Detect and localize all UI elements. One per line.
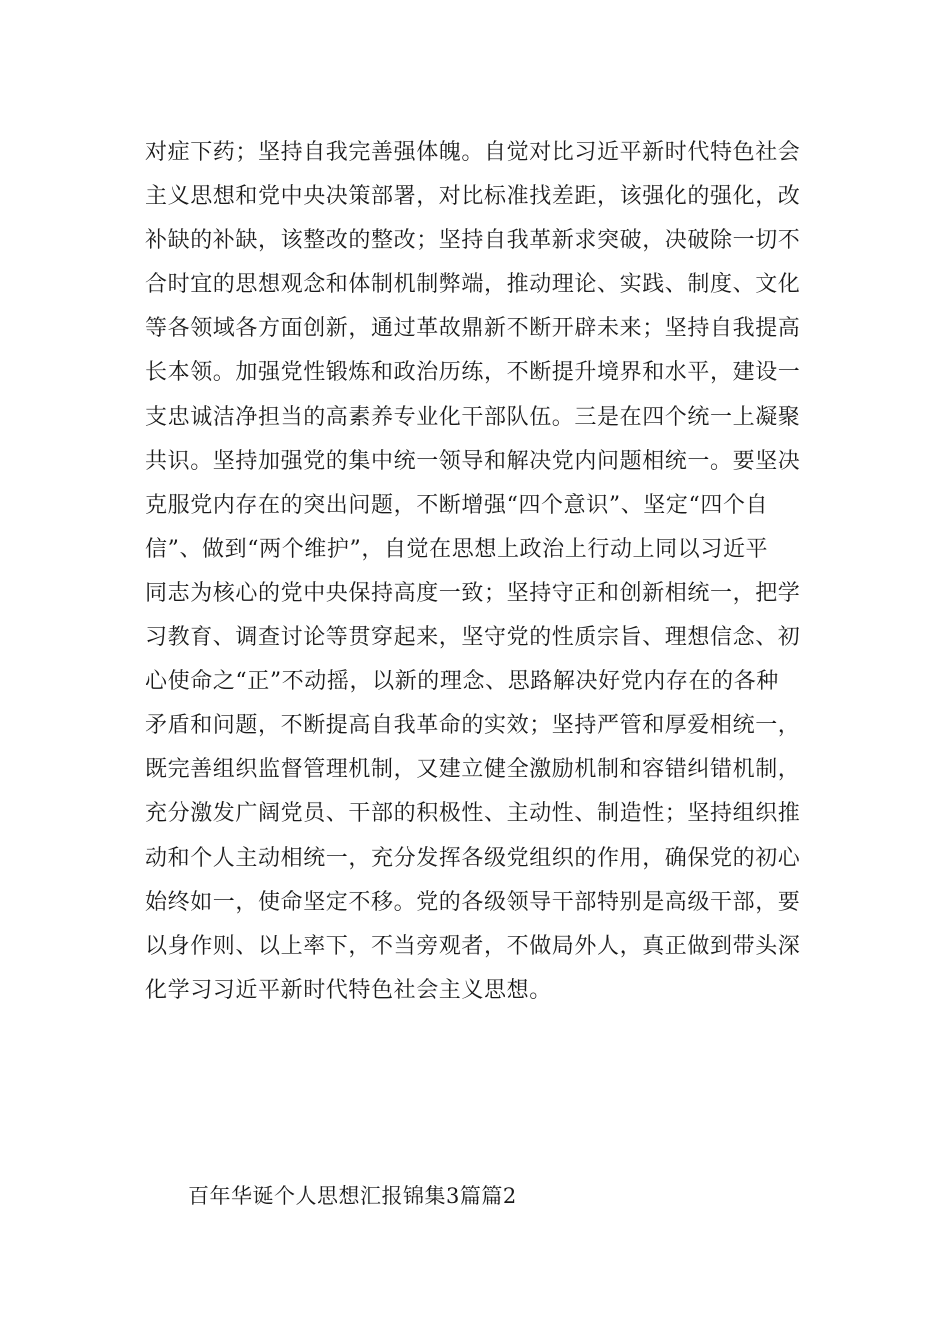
text-line: 共识。坚持加强党的集中统一领导和解决党内问题相统一。要坚决 xyxy=(145,448,801,474)
section-title: 百年华诞个人思想汇报锦集3篇篇2 xyxy=(188,1184,517,1208)
text-line: 动和个人主动相统一，充分发挥各级党组织的作用，确保党的初心 xyxy=(145,845,801,871)
text-line: 始终如一，使命坚定不移。党的各级领导干部特别是高级干部，要 xyxy=(145,889,801,915)
text-line: 既完善组织监督管理机制，又建立健全激励机制和容错纠错机制， xyxy=(145,757,801,783)
text-line: 充分激发广阔党员、干部的积极性、主动性、制造性；坚持组织推 xyxy=(145,801,801,827)
body-paragraph xyxy=(145,131,815,1013)
text-line: 对症下药；坚持自我完善强体魄。自觉对比习近平新时代特色社会 xyxy=(145,140,801,165)
text-line: 主义思想和党中央决策部署，对比标准找差距，该强化的强化，改 xyxy=(145,184,801,210)
text-line: 以身作则、以上率下，不当旁观者，不做局外人，真正做到带头深 xyxy=(145,933,801,959)
text-line: 化学习习近平新时代特色社会主义思想。 xyxy=(145,977,552,1003)
text-line: 矛盾和问题，不断提高自我革命的实效；坚持严管和厚爱相统一， xyxy=(145,713,801,739)
text-line: 信”、做到“两个维护”，自觉在思想上政治上行动上同以习近平 xyxy=(145,536,769,562)
text-line: 等各领域各方面创新，通过革故鼎新不断开辟未来；坚持自我提高 xyxy=(145,316,801,342)
text-line: 习教育、调查讨论等贯穿起来，坚守党的性质宗旨、理想信念、初 xyxy=(145,625,801,651)
text-line: 克服党内存在的突出问题，不断增强“四个意识”、坚定“四个自 xyxy=(145,492,769,518)
text-line: 合时宜的思想观念和体制机制弊端，推动理论、实践、制度、文化 xyxy=(145,272,801,298)
text-line: 同志为核心的党中央保持高度一致；坚持守正和创新相统一，把学 xyxy=(145,580,801,606)
text-line: 长本领。加强党性锻炼和政治历练，不断提升境界和水平，建设一 xyxy=(145,360,801,386)
text-line: 心使命之“正”不动摇，以新的理念、思路解决好党内存在的各种 xyxy=(145,669,779,695)
text-line: 支忠诚洁净担当的高素养专业化干部队伍。三是在四个统一上凝聚 xyxy=(145,404,801,430)
text-line: 补缺的补缺，该整改的整改；坚持自我革新求突破，决破除一切不 xyxy=(145,228,801,254)
